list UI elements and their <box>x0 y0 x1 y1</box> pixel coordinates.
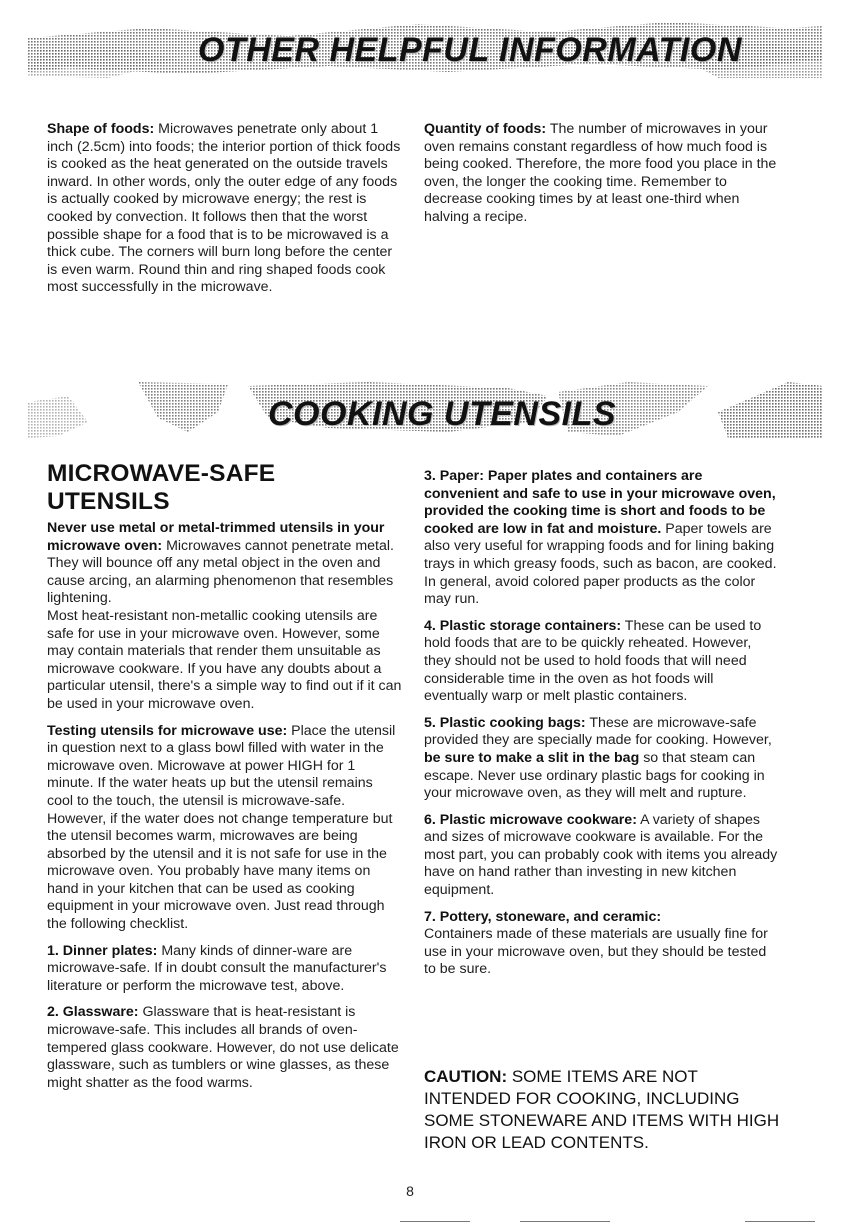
dinner-plates-text: Many kinds of dinner-ware are microwave-safe. If in doubt consult the manufacturer's literature or perform the microwave test, above. <box>47 942 387 994</box>
microwave-cookware-text: A variety of shapes and sizes of microwave cookware is available. For the most part, you can probably cook with items you already have on hand rather than investing in new kitchen equipment. <box>424 811 778 899</box>
microwave-safe-utensils-title: MICROWAVE-SAFE UTENSILS <box>47 460 276 515</box>
microwave-cookware-heading: 6. Plastic microwave cookware: <box>424 811 637 828</box>
scan-line <box>520 1221 610 1222</box>
testing-utensils-text: Place the utensil in question next to a glass bowl filled with water in the microwave oven. Microwave at power HIGH for 1 minute. If the water heats up but the utensil remains cool to the touch, the utensil is microwave-safe. However, if the water does not change temperature but the utensil becomes warm, microwaves are being absorbed by the utensil and it is not safe for use in the microwave oven. You probably have many items on hand in your kitchen that can be used as cooking equipment in your microwave oven. Just read through the following checklist. <box>47 722 396 933</box>
quantity-of-foods-section <box>424 121 779 236</box>
caution-notice <box>424 1066 784 1154</box>
shape-of-foods-text: Microwaves penetrate only about 1 inch (2.5cm) into foods; the interior portion of thick foods is cooked as the heat generated on the outside travels inward. In other words, only the outer edge of any foods is actually cooked by microwave energy; the rest is cooked by convection. It follows then that the worst possible shape for a food that is to be microwaved is a thick cube. The corners will burn long before the center is even warm. Round thin and ring shaped foods cook most successfully in the microwave. <box>47 121 401 296</box>
glassware-text: Glassware that is heat-resistant is microwave-safe. This includes all brands of oven-tempered glass cookware. However, do not use delicate glassware, such as tumblers or wine glasses, as these might shatter as the food warms. <box>47 1004 399 1091</box>
utensils-banner <box>28 382 823 442</box>
quantity-of-foods-text: The number of microwaves in your oven remains constant regardless of how much food is being cooked. Therefore, the more food you place in the oven, the longer the cooking time. Remember to decrease cooking times by at least one-third when halving a recipe. <box>424 121 777 225</box>
shape-of-foods-heading: Shape of foods: <box>47 121 155 137</box>
glassware-heading: 2. Glassware: <box>47 1004 139 1021</box>
plastic-storage-text: These can be used to hold foods that are to be quickly reheated. However, they should not be used to hold foods that will need considerable time in the oven as hot foods will eventually warp or melt plastic containers. <box>424 617 762 705</box>
left-column <box>47 460 402 1101</box>
never-use-metal-text: Microwaves cannot penetrate metal. They will bounce off any metal object in the oven and cause arcing, an alarming phenomenon that resembles lightening. <box>47 537 394 607</box>
caution-heading: CAUTION: <box>424 1067 508 1086</box>
quantity-of-foods-heading: Quantity of foods: <box>424 121 547 137</box>
pottery-paragraph <box>424 909 779 979</box>
plastic-storage-paragraph <box>424 618 779 706</box>
plastic-bags-bold: be sure to make a slit in the bag <box>424 749 640 766</box>
header-banner <box>28 20 823 80</box>
quantity-of-foods-paragraph <box>424 121 779 227</box>
plastic-bags-text: These are microwave-safe provided they are specially made for cooking. However, <box>424 714 772 749</box>
pottery-text: Containers made of these materials are usually fine for use in your microwave oven, but they should be tested to be sure. <box>424 926 768 978</box>
paper-paragraph <box>424 468 779 609</box>
testing-utensils-heading: Testing utensils for microwave use: <box>47 722 288 739</box>
pottery-heading: 7. Pottery, stoneware, and ceramic: <box>424 908 662 925</box>
header-banner-title: OTHER HELPFUL INFORMATION <box>198 31 742 69</box>
page-number: 8 <box>406 1183 414 1199</box>
shape-of-foods-section <box>47 121 402 306</box>
paper-text: Paper towels are also very useful for wrapping foods and for lining baking trays in which greasy foods, such as bacon, are cooked. In general, avoid colored paper products as the color may run. <box>424 520 777 608</box>
scan-line <box>400 1221 470 1222</box>
plastic-storage-heading: 4. Plastic storage containers: <box>424 617 622 634</box>
plastic-bags-paragraph <box>424 715 779 803</box>
never-use-metal-heading: Never use metal or metal-trimmed utensils in your microwave oven: <box>47 520 385 554</box>
glassware-paragraph <box>47 1004 402 1092</box>
dinner-plates-paragraph <box>47 943 402 996</box>
right-column <box>424 468 779 988</box>
testing-utensils-paragraph <box>47 723 402 934</box>
dinner-plates-heading: 1. Dinner plates: <box>47 942 158 959</box>
paper-heading: 3. Paper: Paper plates and containers are convenient and safe to use in your microwave oven, provided the cooking time is short and foods to be cooked are low in fat and moisture. <box>424 468 776 537</box>
plastic-bags-heading: 5. Plastic cooking bags: <box>424 714 586 731</box>
heat-resistant-paragraph: Most heat-resistant non-metallic cooking utensils are safe for use in your microwave oven. However, some may contain materials that render them unsuitable as microwave cookware. If you have any doubts about a particular utensil, there's a simple way to find out if it can be used in your microwave oven. <box>47 607 402 712</box>
microwave-cookware-paragraph <box>424 812 779 900</box>
scan-line <box>745 1221 815 1222</box>
utensils-banner-title: COOKING UTENSILS <box>268 395 617 433</box>
never-use-metal-paragraph <box>47 520 402 608</box>
caution-text: SOME ITEMS ARE NOT INTENDED FOR COOKING, INCLUDING SOME STONEWARE AND ITEMS WITH HIGH IRON OR LEAD CONTENTS. <box>424 1067 780 1152</box>
shape-of-foods-paragraph <box>47 121 402 297</box>
plastic-bags-text2: so that steam can escape. Never use ordinary plastic bags for cooking in your microwave oven, as they will melt and rupture. <box>424 749 765 802</box>
